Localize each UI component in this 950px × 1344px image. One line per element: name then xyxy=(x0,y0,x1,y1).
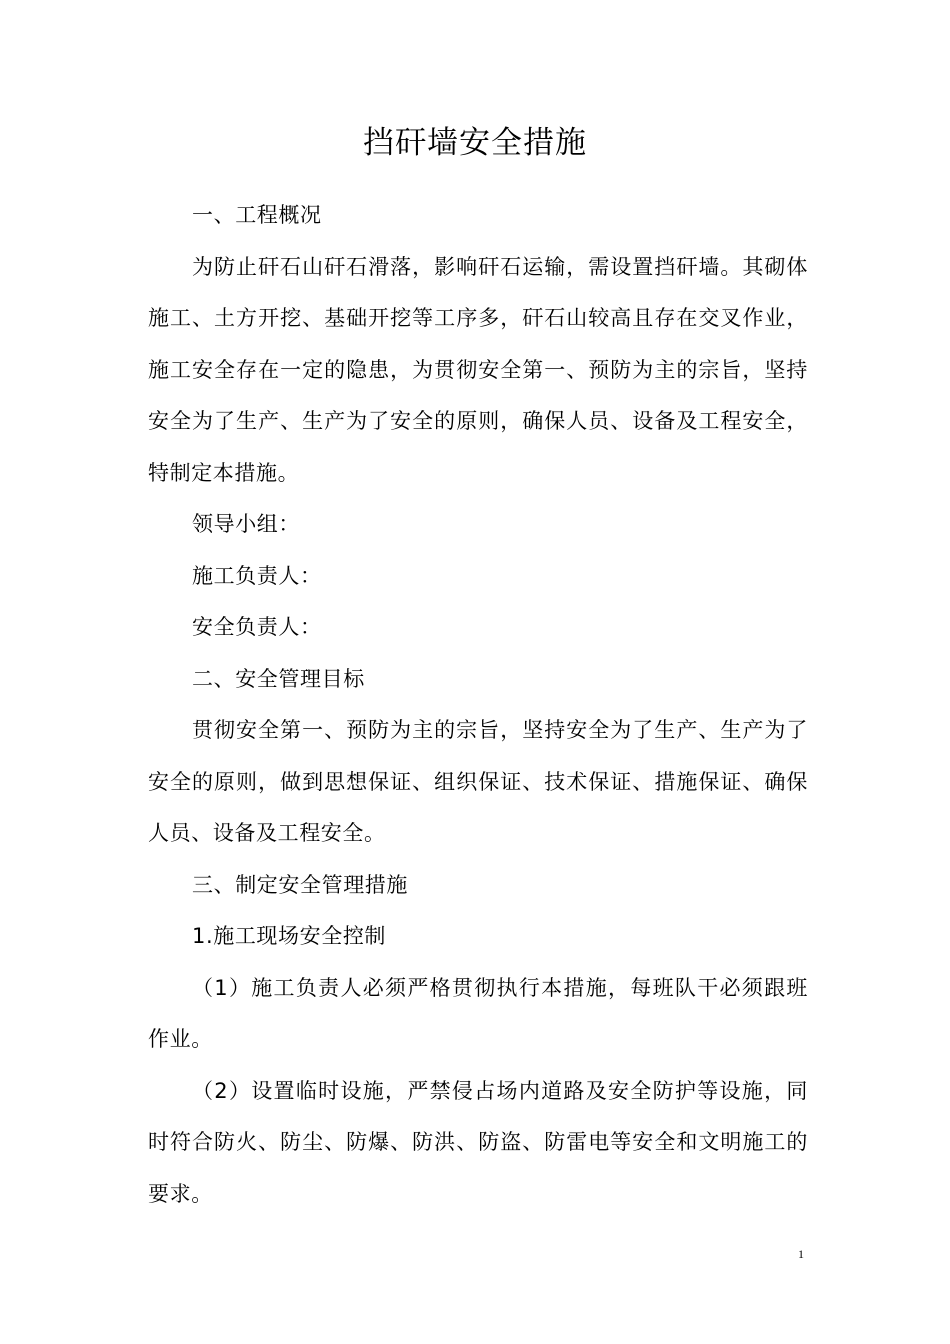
safety-lead-label: 安全负责人： xyxy=(192,615,322,639)
section-heading-goals: 二、安全管理目标 xyxy=(192,666,365,691)
document-body xyxy=(148,190,808,1220)
leadership-group-label: 领导小组： xyxy=(192,512,300,536)
list-item-2: （2）设置临时设施，严禁侵占场内道路及安全防护等设施，同时符合防火、防尘、防爆、防洪、防盗、防雷电等安全和文明施工的要求。 xyxy=(148,1078,808,1206)
paragraph-overview: 为防止矸石山矸石滑落，影响矸石运输，需设置挡矸墙。其砌体施工、土方开挖、基础开挖等工序多，矸石山较高且存在交叉作业，施工安全存在一定的隐患，为贯彻安全第一、预防为主的宗旨，坚持安全为了生产、生产为了安全的原则，确保人员、设备及工程安全，特制定本措施。 xyxy=(148,254,808,485)
page-number: 1 xyxy=(798,1247,804,1261)
paragraph-goals: 贯彻安全第一、预防为主的宗旨，坚持安全为了生产、生产为了安全的原则，做到思想保证、组织保证、技术保证、措施保证、确保人员、设备及工程安全。 xyxy=(148,718,808,845)
section-heading-measures: 三、制定安全管理措施 xyxy=(192,872,408,897)
subsection-heading-site-control: 1.施工现场安全控制 xyxy=(192,924,387,948)
construction-lead-label: 施工负责人： xyxy=(192,563,322,588)
section-heading-overview: 一、工程概况 xyxy=(192,203,322,227)
document-title: 挡矸墙安全措施 xyxy=(363,125,587,161)
list-item-1: （1）施工负责人必须严格贯彻执行本措施，每班队干必须跟班作业。 xyxy=(148,975,808,1051)
